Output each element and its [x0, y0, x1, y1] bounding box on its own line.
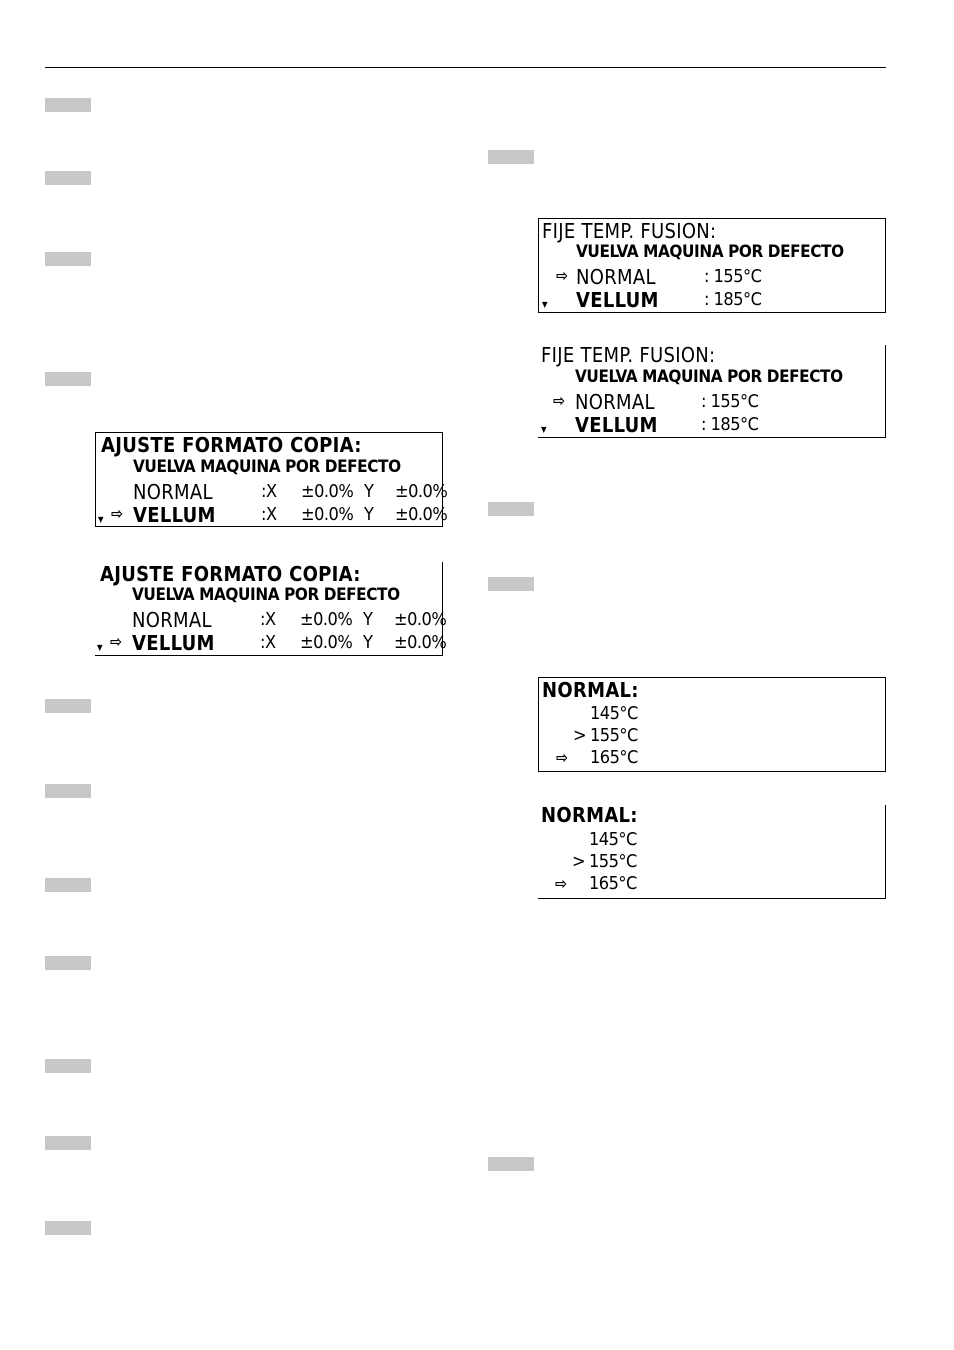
- scroll-down-icon: ▼: [541, 425, 547, 434]
- temp-option: 155°C: [590, 725, 638, 746]
- step-marker: [45, 1136, 91, 1150]
- row-y-value: ±0.0%: [395, 504, 448, 525]
- selection-arrow-icon: ⇨: [111, 504, 124, 523]
- lcd-title: AJUSTE FORMATO COPIA:: [101, 433, 362, 457]
- temp-option: 145°C: [589, 829, 637, 850]
- step-marker: [45, 956, 91, 970]
- scroll-down-icon: ▼: [97, 643, 103, 652]
- step-marker: [45, 699, 91, 713]
- row-x-label: :X: [261, 481, 277, 502]
- row-label: VELLUM: [575, 413, 658, 437]
- row-x-value: ±0.0%: [301, 504, 354, 525]
- row-label: NORMAL: [576, 265, 656, 289]
- step-marker: [45, 98, 91, 112]
- lcd-default-line: VUELVA MAQUINA POR DEFECTO: [132, 585, 400, 605]
- row-x-label: :X: [261, 504, 277, 525]
- current-marker-icon: >: [572, 851, 586, 872]
- current-marker-icon: >: [573, 725, 587, 746]
- lcd-title: AJUSTE FORMATO COPIA:: [100, 562, 361, 586]
- step-marker: [45, 171, 91, 185]
- row-label: NORMAL: [132, 608, 212, 632]
- lcd-copy-format-2: [95, 562, 447, 656]
- temp-option: 145°C: [590, 703, 638, 724]
- step-marker: [45, 878, 91, 892]
- row-y-value: ±0.0%: [394, 609, 447, 630]
- step-marker: [488, 577, 534, 591]
- row-x-label: :X: [260, 609, 276, 630]
- selection-arrow-icon: ⇨: [555, 874, 568, 893]
- lcd-copy-format-1: [95, 432, 448, 527]
- lcd-default-line: VUELVA MAQUINA POR DEFECTO: [133, 457, 401, 477]
- row-y-value: ±0.0%: [395, 481, 448, 502]
- row-label: NORMAL: [133, 480, 213, 504]
- row-y-value: ±0.0%: [394, 632, 447, 653]
- row-y-label: Y: [363, 632, 373, 653]
- row-x-value: ±0.0%: [300, 632, 353, 653]
- lcd-title: FIJE TEMP. FUSION:: [542, 219, 717, 243]
- row-label: VELLUM: [132, 631, 215, 655]
- lcd-title: FIJE TEMP. FUSION:: [541, 343, 716, 367]
- header-rule: [45, 67, 886, 68]
- lcd-default-line: VUELVA MAQUINA POR DEFECTO: [575, 367, 843, 387]
- selection-arrow-icon: ⇨: [553, 391, 566, 410]
- step-marker: [45, 1059, 91, 1073]
- step-marker: [45, 1221, 91, 1235]
- row-value: : 155°C: [704, 266, 762, 287]
- selection-arrow-icon: ⇨: [556, 266, 569, 285]
- row-label: VELLUM: [133, 503, 216, 527]
- row-y-label: Y: [364, 481, 374, 502]
- row-y-label: Y: [364, 504, 374, 525]
- step-marker: [45, 372, 91, 386]
- row-x-label: :X: [260, 632, 276, 653]
- step-marker: [488, 150, 534, 164]
- step-marker: [45, 252, 91, 266]
- step-marker: [488, 502, 534, 516]
- step-marker: [488, 1157, 534, 1171]
- row-label: NORMAL: [575, 390, 655, 414]
- row-value: : 155°C: [701, 391, 759, 412]
- row-value: : 185°C: [701, 414, 759, 435]
- row-x-value: ±0.0%: [301, 481, 354, 502]
- row-y-label: Y: [363, 609, 373, 630]
- selection-arrow-icon: ⇨: [110, 632, 123, 651]
- row-x-value: ±0.0%: [300, 609, 353, 630]
- temp-option: 155°C: [589, 851, 637, 872]
- lcd-normal-temp-1: [538, 677, 886, 772]
- lcd-title: NORMAL:: [542, 678, 639, 702]
- selection-arrow-icon: ⇨: [556, 748, 569, 767]
- row-label: VELLUM: [576, 288, 659, 312]
- temp-option: 165°C: [590, 747, 638, 768]
- scroll-down-icon: ▼: [98, 515, 104, 524]
- lcd-fusion-temp-2: [538, 345, 886, 438]
- step-marker: [45, 784, 91, 798]
- lcd-normal-temp-2: [538, 805, 886, 899]
- lcd-default-line: VUELVA MAQUINA POR DEFECTO: [576, 242, 844, 262]
- lcd-title: NORMAL:: [541, 803, 638, 827]
- lcd-fusion-temp-1: [538, 218, 886, 313]
- temp-option: 165°C: [589, 873, 637, 894]
- row-value: : 185°C: [704, 289, 762, 310]
- scroll-down-icon: ▼: [542, 300, 548, 309]
